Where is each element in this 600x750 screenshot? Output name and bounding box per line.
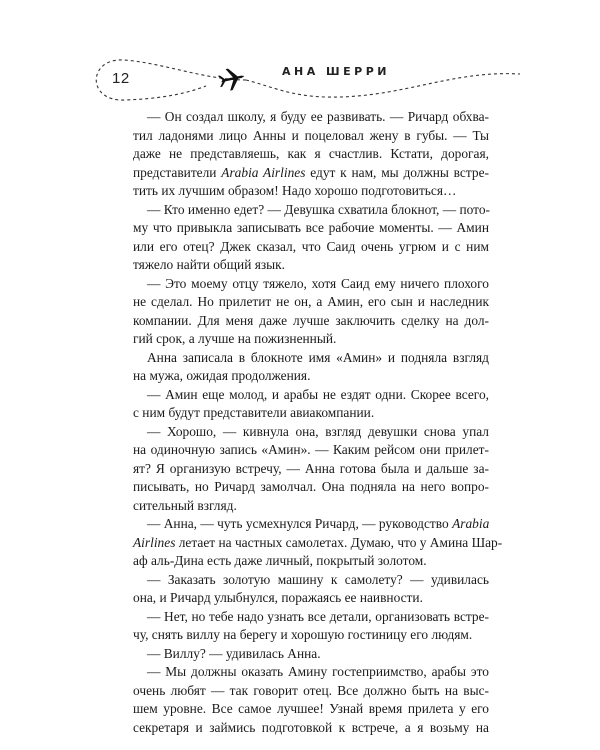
text-line: писывать, но Ричард замолчал. Она подняла на него вопро- bbox=[133, 479, 489, 494]
text-line: — Виллу? — удивилась Анна. bbox=[147, 645, 321, 661]
text-line: му что привыкла записывать все рабочие моменты. — Амин bbox=[133, 220, 489, 235]
airplane-icon bbox=[217, 66, 247, 93]
text-line: аф аль-Дина есть даже личный, покрытый золотом. bbox=[133, 553, 427, 568]
paragraph bbox=[133, 608, 489, 645]
paragraph bbox=[133, 663, 489, 737]
text-line: ят? Я организую встречу, — Анна готова была и дальше за- bbox=[133, 460, 489, 476]
text-segment: едут к нам, мы должны встре- bbox=[305, 164, 489, 180]
company-name-italic: Arabia bbox=[452, 516, 490, 531]
paragraph bbox=[133, 386, 489, 423]
text-line: чу, снять виллу на берегу и хорошую гостиницу его людям. bbox=[133, 627, 473, 642]
text-line: с ним будут представители авиакомпании. bbox=[133, 405, 375, 420]
paragraph bbox=[133, 423, 489, 516]
text-line: сительный взгляд. bbox=[133, 497, 237, 513]
text-line: гий срок, а лучше на пожизненный. bbox=[133, 331, 337, 346]
text-line: тил ладонями лицо Анны и поцеловал жену в губы. — Ты bbox=[133, 127, 489, 143]
text-line: секретаря и займись подготовкой к встрече, а я возьму на bbox=[133, 719, 489, 735]
text-line bbox=[133, 534, 503, 553]
text-line: на одиночную запись «Амин». — Каким рейсом они прилет- bbox=[133, 442, 489, 457]
header-flight-path-decoration bbox=[0, 0, 600, 120]
running-head-author: АНА ШЕРРИ bbox=[282, 65, 390, 78]
paragraph bbox=[133, 275, 489, 349]
text-line: тяжело найти общий язык. bbox=[133, 257, 286, 272]
text-line: на мужа, ожидая продолжения. bbox=[133, 368, 311, 383]
text-line: или его отец? Джек сказал, что Саид очень угрюм и с ним bbox=[133, 238, 489, 254]
text-line: компании. Для меня даже лучше заключить сделку на дол- bbox=[133, 312, 489, 328]
paragraph bbox=[133, 108, 489, 201]
text-line: она, и Ричард улыбнулся, поражаясь ее наивности. bbox=[133, 590, 423, 605]
text-line: не сделал. Но прилетит не он, а Амин, его сын и наследник bbox=[133, 294, 489, 309]
paragraph bbox=[133, 515, 503, 571]
paragraph bbox=[133, 201, 489, 275]
body-text bbox=[133, 108, 503, 737]
text-line: даже не представляешь, как я счастлив. Кстати, дорогая, bbox=[133, 146, 489, 161]
text-line: — Он создал школу, я буду ее развивать. — Ричард обхва- bbox=[147, 109, 489, 124]
text-line: — Хорошо, — кивнула она, взгляд девушки снова упал bbox=[147, 423, 489, 439]
text-line bbox=[133, 515, 489, 534]
text-line: очень любят — так говорит отец. Все должно быть на выс- bbox=[133, 682, 489, 698]
paragraph bbox=[133, 571, 489, 608]
text-line: — Заказать золотую машину к самолету? — удивилась bbox=[147, 571, 489, 587]
paragraph bbox=[133, 645, 489, 664]
text-line: шем уровне. Все самое лучшее! Узнай время прилета у его bbox=[133, 701, 489, 716]
text-line: — Нет, но тебе надо узнать все детали, организовать встре- bbox=[147, 608, 489, 624]
company-name-italic: Arabia Airlines bbox=[221, 164, 306, 180]
paragraph bbox=[133, 349, 489, 386]
company-name-italic: Airlines bbox=[133, 534, 176, 550]
text-segment: — Анна, — чуть усмехнулся Ричард, — руководство bbox=[147, 516, 453, 531]
text-line bbox=[133, 164, 489, 183]
text-line: — Мы должны оказать Амину гостеприимство, арабы это bbox=[147, 664, 489, 679]
text-line: — Амин еще молод, и арабы не ездят одни. Скорее всего, bbox=[147, 386, 489, 402]
text-line: Анна записала в блокноте имя «Амин» и подняла взгляд bbox=[147, 349, 489, 365]
page-number: 12 bbox=[112, 70, 130, 87]
text-line: — Это моему отцу тяжело, хотя Саид ему ничего плохого bbox=[147, 275, 489, 291]
text-line: тить их лучшим образом! Надо хорошо подготовиться… bbox=[133, 183, 457, 198]
text-segment: летает на частных самолетах. Думаю, что у Амина Шар- bbox=[175, 534, 503, 550]
text-line: — Кто именно едет? — Девушка схватила блокнот, — пото- bbox=[147, 201, 490, 217]
text-segment: представители bbox=[133, 164, 222, 180]
